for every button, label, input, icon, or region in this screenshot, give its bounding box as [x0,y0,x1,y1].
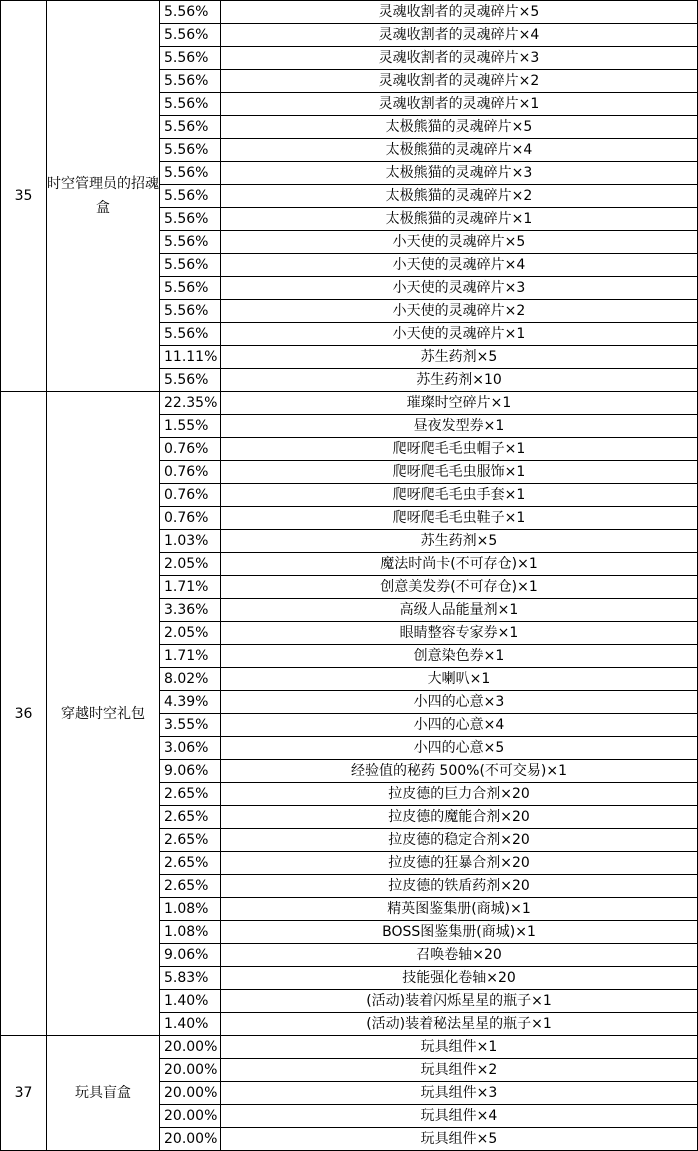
probability-cell: 1.03% [160,530,221,553]
group-id-cell: 35 [1,1,47,392]
probability-cell: 2.05% [160,553,221,576]
probability-cell: 0.76% [160,507,221,530]
probability-cell: 5.56% [160,1,221,24]
probability-cell: 5.56% [160,277,221,300]
probability-cell: 5.56% [160,47,221,70]
item-cell: 小四的心意×3 [221,691,698,714]
item-cell: 拉皮德的巨力合剂×20 [221,783,698,806]
probability-cell: 5.56% [160,208,221,231]
item-cell: 苏生药剂×5 [221,530,698,553]
group-name-cell: 穿越时空礼包 [47,392,160,1036]
probability-cell: 1.08% [160,921,221,944]
item-cell: 大喇叭×1 [221,668,698,691]
group-name-cell: 玩具盲盒 [47,1036,160,1151]
item-cell: 灵魂收割者的灵魂碎片×5 [221,1,698,24]
item-cell: 灵魂收割者的灵魂碎片×2 [221,70,698,93]
item-cell: 小四的心意×4 [221,714,698,737]
probability-cell: 3.36% [160,599,221,622]
probability-cell: 5.56% [160,139,221,162]
item-cell: 技能强化卷轴×20 [221,967,698,990]
item-cell: 玩具组件×4 [221,1105,698,1128]
item-cell: 小天使的灵魂碎片×3 [221,277,698,300]
probability-cell: 0.76% [160,438,221,461]
item-cell: 小四的心意×5 [221,737,698,760]
probability-cell: 20.00% [160,1105,221,1128]
probability-cell: 9.06% [160,760,221,783]
item-cell: 小天使的灵魂碎片×4 [221,254,698,277]
probability-cell: 11.11% [160,346,221,369]
probability-cell: 22.35% [160,392,221,415]
item-cell: 拉皮德的稳定合剂×20 [221,829,698,852]
probability-cell: 3.06% [160,737,221,760]
probability-cell: 1.08% [160,898,221,921]
item-cell: 玩具组件×5 [221,1128,698,1151]
item-cell: 拉皮德的狂暴合剂×20 [221,852,698,875]
probability-cell: 1.71% [160,576,221,599]
table-row [1,392,698,415]
item-cell: 创意染色券×1 [221,645,698,668]
probability-cell: 2.65% [160,852,221,875]
probability-cell: 5.56% [160,93,221,116]
group-name-cell: 时空管理员的招魂盒 [47,1,160,392]
table-row [1,1036,698,1059]
item-cell: 小天使的灵魂碎片×1 [221,323,698,346]
group-id-cell: 37 [1,1036,47,1151]
item-cell: 灵魂收割者的灵魂碎片×1 [221,93,698,116]
item-cell: 创意美发券(不可存仓)×1 [221,576,698,599]
item-cell: 小天使的灵魂碎片×2 [221,300,698,323]
probability-cell: 1.71% [160,645,221,668]
probability-cell: 20.00% [160,1128,221,1151]
probability-cell: 2.05% [160,622,221,645]
item-cell: 太极熊猫的灵魂碎片×3 [221,162,698,185]
probability-cell: 20.00% [160,1082,221,1105]
probability-cell: 5.56% [160,300,221,323]
probability-cell: 5.56% [160,231,221,254]
item-cell: 拉皮德的铁盾药剂×20 [221,875,698,898]
item-cell: 昼夜发型券×1 [221,415,698,438]
item-cell: 灵魂收割者的灵魂碎片×3 [221,47,698,70]
probability-cell: 2.65% [160,806,221,829]
probability-cell: 0.76% [160,484,221,507]
item-cell: 太极熊猫的灵魂碎片×4 [221,139,698,162]
probability-cell: 8.02% [160,668,221,691]
item-cell: 精英图鉴集册(商城)×1 [221,898,698,921]
table-body [1,1,698,1151]
group-id-cell: 36 [1,392,47,1036]
probability-cell: 20.00% [160,1059,221,1082]
probability-cell: 1.40% [160,990,221,1013]
probability-cell: 5.83% [160,967,221,990]
probability-cell: 1.55% [160,415,221,438]
table-row [1,1,698,24]
probability-cell: 5.56% [160,323,221,346]
item-cell: 经验值的秘药 500%(不可交易)×1 [221,760,698,783]
probability-cell: 5.56% [160,70,221,93]
item-cell: 爬呀爬毛毛虫帽子×1 [221,438,698,461]
item-cell: 苏生药剂×5 [221,346,698,369]
item-cell: 璀璨时空碎片×1 [221,392,698,415]
item-cell: 高级人品能量剂×1 [221,599,698,622]
item-cell: BOSS图鉴集册(商城)×1 [221,921,698,944]
probability-cell: 5.56% [160,254,221,277]
probability-cell: 2.65% [160,783,221,806]
probability-cell: 5.56% [160,162,221,185]
probability-cell: 0.76% [160,461,221,484]
item-cell: (活动)装着秘法星星的瓶子×1 [221,1013,698,1036]
item-cell: 太极熊猫的灵魂碎片×2 [221,185,698,208]
item-cell: 苏生药剂×10 [221,369,698,392]
item-cell: 眼睛整容专家券×1 [221,622,698,645]
item-cell: 爬呀爬毛毛虫手套×1 [221,484,698,507]
item-cell: 魔法时尚卡(不可存仓)×1 [221,553,698,576]
probability-cell: 2.65% [160,829,221,852]
probability-cell: 9.06% [160,944,221,967]
item-cell: 玩具组件×1 [221,1036,698,1059]
probability-cell: 3.55% [160,714,221,737]
item-cell: 灵魂收割者的灵魂碎片×4 [221,24,698,47]
probability-cell: 5.56% [160,185,221,208]
probability-cell: 5.56% [160,369,221,392]
probability-cell: 20.00% [160,1036,221,1059]
probability-cell: 5.56% [160,24,221,47]
item-cell: 玩具组件×3 [221,1082,698,1105]
item-cell: (活动)装着闪烁星星的瓶子×1 [221,990,698,1013]
item-cell: 爬呀爬毛毛虫服饰×1 [221,461,698,484]
item-cell: 玩具组件×2 [221,1059,698,1082]
item-cell: 小天使的灵魂碎片×5 [221,231,698,254]
item-cell: 太极熊猫的灵魂碎片×5 [221,116,698,139]
probability-cell: 4.39% [160,691,221,714]
item-cell: 拉皮德的魔能合剂×20 [221,806,698,829]
probability-cell: 1.40% [160,1013,221,1036]
probability-cell: 5.56% [160,116,221,139]
item-cell: 太极熊猫的灵魂碎片×1 [221,208,698,231]
item-cell: 召唤卷轴×20 [221,944,698,967]
item-cell: 爬呀爬毛毛虫鞋子×1 [221,507,698,530]
probability-cell: 2.65% [160,875,221,898]
